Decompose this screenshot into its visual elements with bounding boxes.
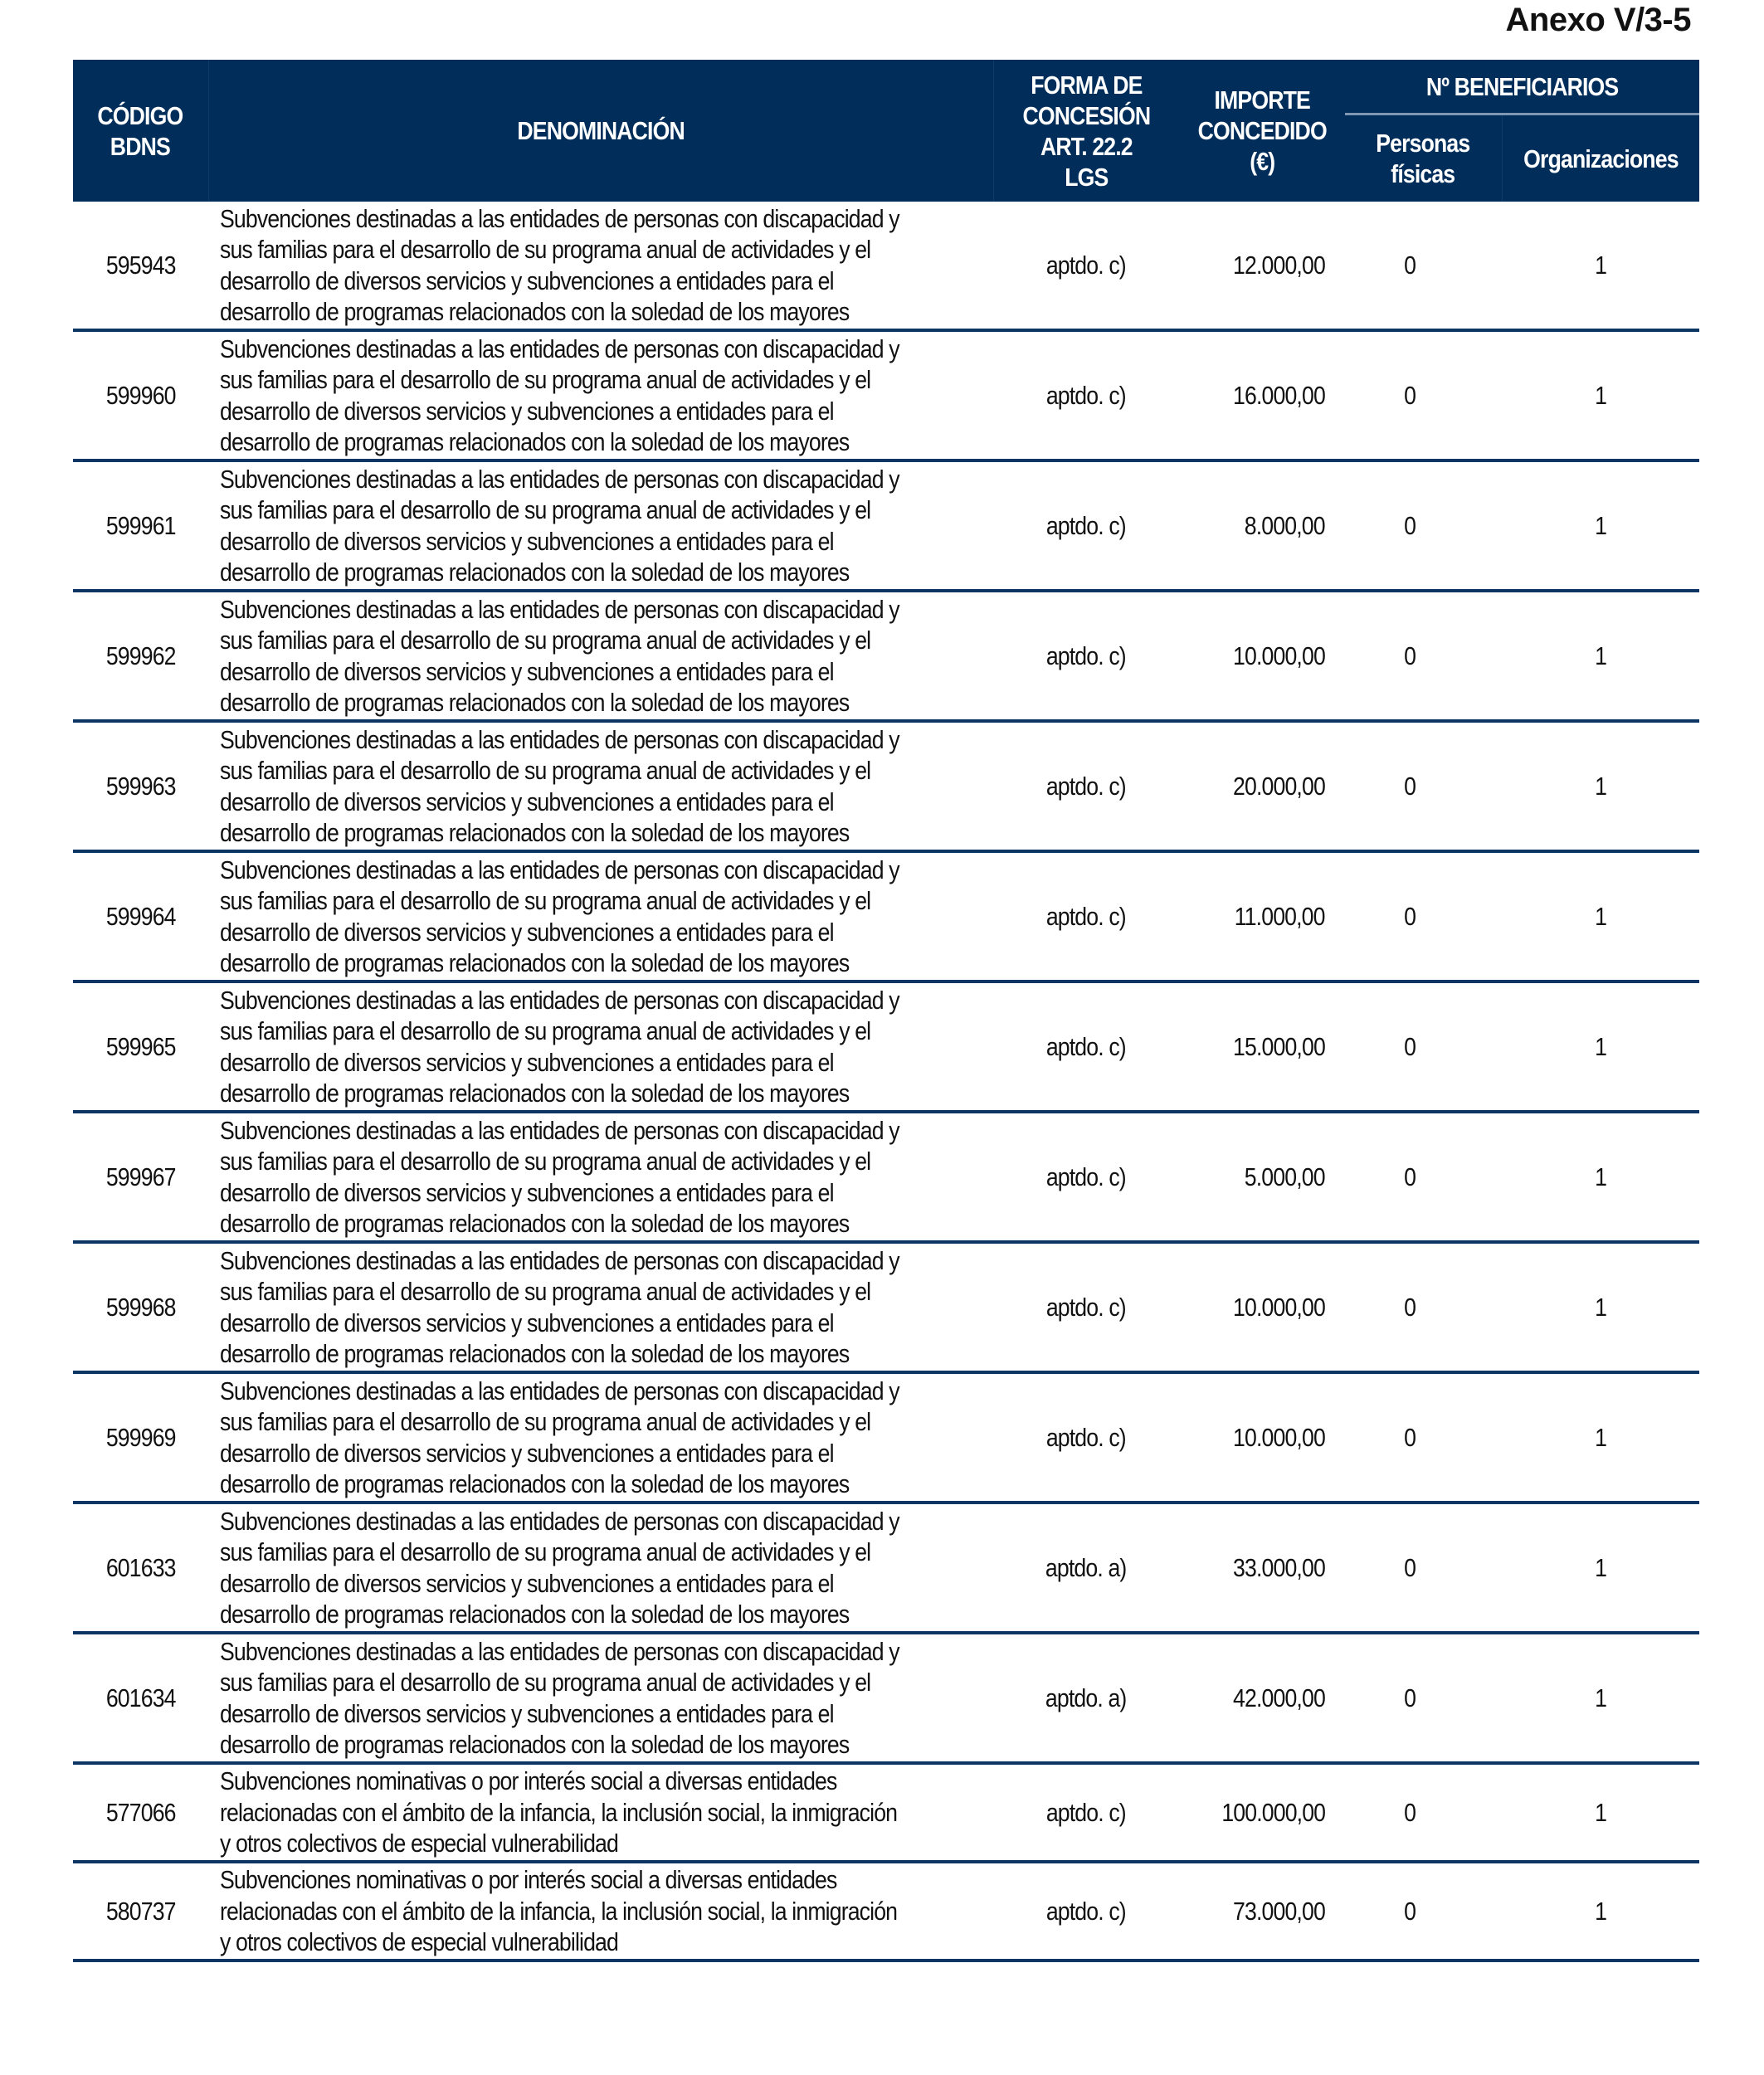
importe-cell: 5.000,00 xyxy=(1179,1112,1345,1242)
denominacion-line: sus familias para el desarrollo de su programa anual de actividades y el xyxy=(220,495,871,524)
denominacion-line: y otros colectivos de especial vulnerabilidad xyxy=(220,1829,618,1858)
denominacion-line: desarrollo de diversos servicios y subvenciones a entidades para el xyxy=(220,1177,834,1207)
personas-fisicas-cell: 0 xyxy=(1345,1862,1502,1961)
denominacion-line: desarrollo de diversos servicios y subvenciones a entidades para el xyxy=(220,526,834,556)
table-row xyxy=(73,981,1699,1112)
denominacion-cell xyxy=(208,202,993,330)
table-row xyxy=(73,202,1699,330)
importe-cell: 10.000,00 xyxy=(1179,1242,1345,1372)
denominacion-line: desarrollo de programas relacionados con la soledad de los mayores xyxy=(220,1730,850,1759)
denominacion-line: desarrollo de programas relacionados con la soledad de los mayores xyxy=(220,948,850,977)
denominacion-cell xyxy=(208,1242,993,1372)
header-codigo: CÓDIGO BDNS xyxy=(73,60,208,202)
denominacion-line: desarrollo de programas relacionados con la soledad de los mayores xyxy=(220,1079,850,1108)
organizaciones-cell: 1 xyxy=(1502,1112,1699,1242)
denominacion-line: sus familias para el desarrollo de su programa anual de actividades y el xyxy=(220,626,871,655)
denominacion-line: sus familias para el desarrollo de su programa anual de actividades y el xyxy=(220,1668,871,1697)
denominacion-line: relacionadas con el ámbito de la infancia, la inclusión social, la inmigración xyxy=(220,1797,898,1827)
denominacion-cell xyxy=(208,1112,993,1242)
organizaciones-cell: 1 xyxy=(1502,1763,1699,1862)
codigo-cell: 601633 xyxy=(73,1503,208,1633)
codigo-cell: 599967 xyxy=(73,1112,208,1242)
forma-concesion-cell: aptdo. c) xyxy=(993,851,1179,981)
table-row xyxy=(73,851,1699,981)
importe-cell: 10.000,00 xyxy=(1179,1372,1345,1503)
denominacion-line: Subvenciones destinadas a las entidades de personas con discapacidad y xyxy=(220,594,899,624)
denominacion-line: desarrollo de diversos servicios y subvenciones a entidades para el xyxy=(220,787,834,816)
denominacion-line: desarrollo de programas relacionados con la soledad de los mayores xyxy=(220,1469,850,1498)
denominacion-line: desarrollo de diversos servicios y subvenciones a entidades para el xyxy=(220,917,834,947)
table-row xyxy=(73,1763,1699,1862)
codigo-cell: 580737 xyxy=(73,1862,208,1961)
denominacion-line: Subvenciones nominativas o por interés social a diversas entidades xyxy=(220,1865,837,1895)
codigo-cell: 577066 xyxy=(73,1763,208,1862)
importe-cell: 20.000,00 xyxy=(1179,721,1345,851)
denominacion-cell xyxy=(208,721,993,851)
denominacion-cell xyxy=(208,330,993,460)
importe-cell: 10.000,00 xyxy=(1179,591,1345,721)
forma-concesion-cell: aptdo. c) xyxy=(993,1242,1179,1372)
table-row xyxy=(73,1633,1699,1763)
forma-concesion-cell: aptdo. c) xyxy=(993,1862,1179,1961)
table-row xyxy=(73,1503,1699,1633)
denominacion-line: sus familias para el desarrollo de su programa anual de actividades y el xyxy=(220,756,871,785)
denominacion-line: desarrollo de programas relacionados con la soledad de los mayores xyxy=(220,1209,850,1238)
forma-concesion-cell: aptdo. c) xyxy=(993,981,1179,1112)
header-importe: IMPORTE CONCEDIDO (€) xyxy=(1179,60,1345,202)
table-row xyxy=(73,1242,1699,1372)
organizaciones-cell: 1 xyxy=(1502,1633,1699,1763)
personas-fisicas-cell: 0 xyxy=(1345,1633,1502,1763)
denominacion-line: desarrollo de diversos servicios y subvenciones a entidades para el xyxy=(220,1698,834,1728)
organizaciones-cell: 1 xyxy=(1502,1503,1699,1633)
denominacion-cell xyxy=(208,981,993,1112)
forma-concesion-cell: aptdo. c) xyxy=(993,1372,1179,1503)
organizaciones-cell: 1 xyxy=(1502,851,1699,981)
denominacion-line: desarrollo de diversos servicios y subvenciones a entidades para el xyxy=(220,1438,834,1468)
denominacion-line: Subvenciones nominativas o por interés social a diversas entidades xyxy=(220,1766,837,1796)
forma-concesion-cell: aptdo. a) xyxy=(993,1503,1179,1633)
header-forma-concesion: FORMA DE CONCESIÓN ART. 22.2 LGS xyxy=(993,60,1179,202)
personas-fisicas-cell: 0 xyxy=(1345,1763,1502,1862)
denominacion-cell xyxy=(208,1503,993,1633)
importe-cell: 15.000,00 xyxy=(1179,981,1345,1112)
table-row xyxy=(73,460,1699,591)
denominacion-cell xyxy=(208,1372,993,1503)
organizaciones-cell: 1 xyxy=(1502,1242,1699,1372)
importe-cell: 42.000,00 xyxy=(1179,1633,1345,1763)
forma-concesion-cell: aptdo. c) xyxy=(993,330,1179,460)
denominacion-line: sus familias para el desarrollo de su programa anual de actividades y el xyxy=(220,1277,871,1306)
denominacion-line: Subvenciones destinadas a las entidades de personas con discapacidad y xyxy=(220,1245,899,1275)
forma-concesion-cell: aptdo. c) xyxy=(993,1112,1179,1242)
denominacion-cell xyxy=(208,460,993,591)
denominacion-line: Subvenciones destinadas a las entidades de personas con discapacidad y xyxy=(220,1506,899,1536)
codigo-cell: 599962 xyxy=(73,591,208,721)
denominacion-line: Subvenciones destinadas a las entidades de personas con discapacidad y xyxy=(220,985,899,1015)
forma-concesion-cell: aptdo. c) xyxy=(993,460,1179,591)
denominacion-line: Subvenciones destinadas a las entidades de personas con discapacidad y xyxy=(220,334,899,363)
header-organizaciones: Organizaciones xyxy=(1502,114,1699,202)
denominacion-line: desarrollo de diversos servicios y subvenciones a entidades para el xyxy=(220,1047,834,1077)
denominacion-line: sus familias para el desarrollo de su programa anual de actividades y el xyxy=(220,886,871,915)
denominacion-line: desarrollo de programas relacionados con la soledad de los mayores xyxy=(220,297,850,326)
organizaciones-cell: 1 xyxy=(1502,330,1699,460)
importe-cell: 12.000,00 xyxy=(1179,202,1345,330)
organizaciones-cell: 1 xyxy=(1502,202,1699,330)
personas-fisicas-cell: 0 xyxy=(1345,1242,1502,1372)
denominacion-line: sus familias para el desarrollo de su programa anual de actividades y el xyxy=(220,1147,871,1176)
table-row xyxy=(73,1372,1699,1503)
denominacion-line: sus familias para el desarrollo de su programa anual de actividades y el xyxy=(220,235,871,264)
header-beneficiarios: Nº BENEFICIARIOS xyxy=(1345,60,1699,114)
personas-fisicas-cell: 0 xyxy=(1345,460,1502,591)
importe-cell: 16.000,00 xyxy=(1179,330,1345,460)
organizaciones-cell: 1 xyxy=(1502,1372,1699,1503)
denominacion-line: Subvenciones destinadas a las entidades de personas con discapacidad y xyxy=(220,855,899,884)
codigo-cell: 599961 xyxy=(73,460,208,591)
header-denominacion: DENOMINACIÓN xyxy=(208,60,993,202)
table-header xyxy=(73,60,1699,202)
denominacion-cell xyxy=(208,1633,993,1763)
denominacion-line: desarrollo de programas relacionados con la soledad de los mayores xyxy=(220,427,850,456)
importe-cell: 33.000,00 xyxy=(1179,1503,1345,1633)
denominacion-line: desarrollo de diversos servicios y subvenciones a entidades para el xyxy=(220,396,834,426)
denominacion-line: relacionadas con el ámbito de la infancia, la inclusión social, la inmigración xyxy=(220,1896,898,1926)
denominacion-line: desarrollo de diversos servicios y subvenciones a entidades para el xyxy=(220,656,834,686)
denominacion-line: sus familias para el desarrollo de su programa anual de actividades y el xyxy=(220,1407,871,1436)
subsidies-table xyxy=(73,60,1699,1962)
personas-fisicas-cell: 0 xyxy=(1345,330,1502,460)
table-row xyxy=(73,721,1699,851)
forma-concesion-cell: aptdo. c) xyxy=(993,591,1179,721)
denominacion-line: Subvenciones destinadas a las entidades de personas con discapacidad y xyxy=(220,1115,899,1145)
annex-title: Anexo V/3-5 xyxy=(1505,2,1691,38)
personas-fisicas-cell: 0 xyxy=(1345,721,1502,851)
table-row xyxy=(73,1112,1699,1242)
importe-cell: 100.000,00 xyxy=(1179,1763,1345,1862)
codigo-cell: 599968 xyxy=(73,1242,208,1372)
personas-fisicas-cell: 0 xyxy=(1345,202,1502,330)
importe-cell: 73.000,00 xyxy=(1179,1862,1345,1961)
organizaciones-cell: 1 xyxy=(1502,591,1699,721)
denominacion-line: desarrollo de programas relacionados con la soledad de los mayores xyxy=(220,558,850,587)
forma-concesion-cell: aptdo. c) xyxy=(993,721,1179,851)
organizaciones-cell: 1 xyxy=(1502,721,1699,851)
denominacion-line: desarrollo de diversos servicios y subvenciones a entidades para el xyxy=(220,265,834,295)
codigo-cell: 599960 xyxy=(73,330,208,460)
denominacion-cell xyxy=(208,851,993,981)
denominacion-cell xyxy=(208,1763,993,1862)
personas-fisicas-cell: 0 xyxy=(1345,981,1502,1112)
codigo-cell: 599964 xyxy=(73,851,208,981)
denominacion-cell xyxy=(208,1862,993,1961)
denominacion-line: desarrollo de diversos servicios y subvenciones a entidades para el xyxy=(220,1308,834,1337)
personas-fisicas-cell: 0 xyxy=(1345,851,1502,981)
table-body xyxy=(73,202,1699,1961)
table-row xyxy=(73,330,1699,460)
denominacion-line: Subvenciones destinadas a las entidades de personas con discapacidad y xyxy=(220,724,899,754)
denominacion-line: desarrollo de diversos servicios y subvenciones a entidades para el xyxy=(220,1568,834,1598)
denominacion-cell xyxy=(208,591,993,721)
denominacion-line: Subvenciones destinadas a las entidades de personas con discapacidad y xyxy=(220,203,899,233)
personas-fisicas-cell: 0 xyxy=(1345,1112,1502,1242)
denominacion-line: desarrollo de programas relacionados con la soledad de los mayores xyxy=(220,1339,850,1368)
denominacion-line: sus familias para el desarrollo de su programa anual de actividades y el xyxy=(220,1537,871,1566)
importe-cell: 11.000,00 xyxy=(1179,851,1345,981)
denominacion-line: sus familias para el desarrollo de su programa anual de actividades y el xyxy=(220,1016,871,1045)
forma-concesion-cell: aptdo. c) xyxy=(993,202,1179,330)
denominacion-line: Subvenciones destinadas a las entidades de personas con discapacidad y xyxy=(220,1636,899,1666)
denominacion-line: y otros colectivos de especial vulnerabilidad xyxy=(220,1927,618,1957)
denominacion-line: sus familias para el desarrollo de su programa anual de actividades y el xyxy=(220,365,871,394)
codigo-cell: 595943 xyxy=(73,202,208,330)
denominacion-line: Subvenciones destinadas a las entidades de personas con discapacidad y xyxy=(220,1376,899,1405)
codigo-cell: 601634 xyxy=(73,1633,208,1763)
importe-cell: 8.000,00 xyxy=(1179,460,1345,591)
table-row xyxy=(73,591,1699,721)
denominacion-line: desarrollo de programas relacionados con la soledad de los mayores xyxy=(220,688,850,717)
denominacion-line: desarrollo de programas relacionados con la soledad de los mayores xyxy=(220,1600,850,1629)
organizaciones-cell: 1 xyxy=(1502,981,1699,1112)
personas-fisicas-cell: 0 xyxy=(1345,591,1502,721)
denominacion-line: Subvenciones destinadas a las entidades de personas con discapacidad y xyxy=(220,464,899,494)
organizaciones-cell: 1 xyxy=(1502,1862,1699,1961)
header-personas-fisicas: Personas físicas xyxy=(1345,114,1502,202)
personas-fisicas-cell: 0 xyxy=(1345,1372,1502,1503)
codigo-cell: 599965 xyxy=(73,981,208,1112)
table-row xyxy=(73,1862,1699,1961)
denominacion-line: desarrollo de programas relacionados con la soledad de los mayores xyxy=(220,818,850,847)
codigo-cell: 599963 xyxy=(73,721,208,851)
forma-concesion-cell: aptdo. c) xyxy=(993,1763,1179,1862)
codigo-cell: 599969 xyxy=(73,1372,208,1503)
personas-fisicas-cell: 0 xyxy=(1345,1503,1502,1633)
forma-concesion-cell: aptdo. a) xyxy=(993,1633,1179,1763)
organizaciones-cell: 1 xyxy=(1502,460,1699,591)
